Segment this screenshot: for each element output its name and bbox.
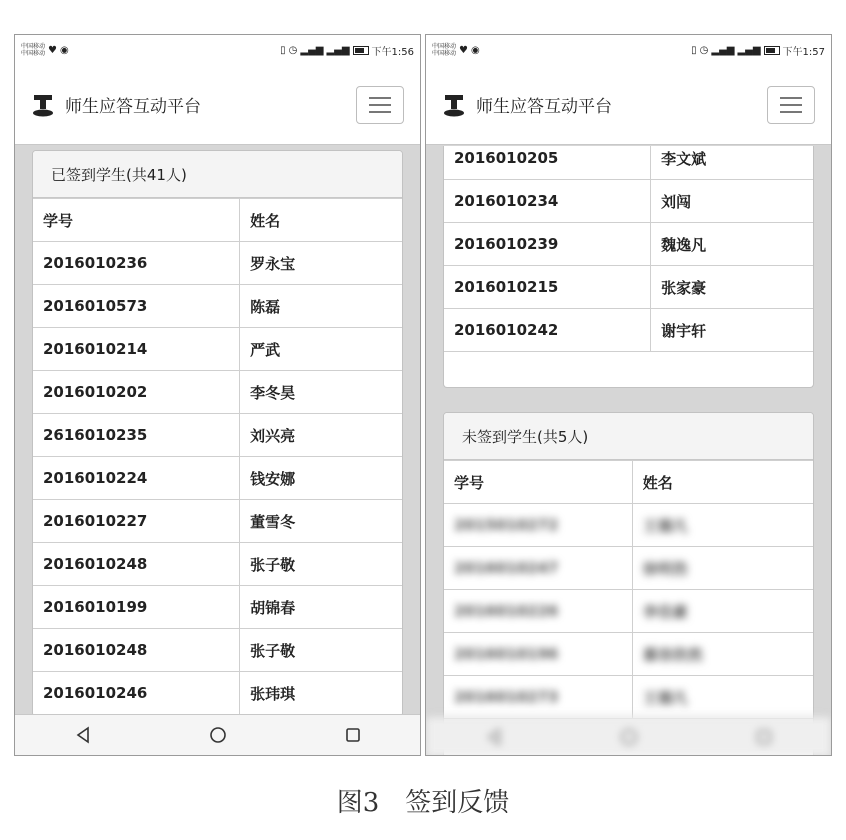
- checked-in-panel: [443, 146, 814, 388]
- signal-icon: ▂▄▆: [300, 44, 324, 56]
- carrier-label: 中国移动: [21, 43, 46, 50]
- battery-icon: [764, 46, 780, 55]
- student-id-cell: 2016010214: [33, 328, 240, 371]
- student-name-cell: 张子敬: [240, 629, 402, 672]
- location-icon: ◉: [59, 44, 69, 56]
- table-row: [444, 676, 813, 719]
- student-id-cell: 2015010272: [444, 504, 632, 547]
- column-header-student-id: 学号: [33, 199, 240, 242]
- student-id-cell: 2016010226: [444, 590, 632, 633]
- table-row: [33, 500, 402, 543]
- alarm-icon: ◷: [699, 44, 709, 56]
- table-row: [444, 223, 813, 266]
- student-name-cell: 魏逸凡: [651, 223, 813, 266]
- phone-screenshot-left: [14, 34, 421, 756]
- student-id-cell: 2016010202: [33, 371, 240, 414]
- student-name-cell: 陈磊: [240, 285, 402, 328]
- alarm-icon: ◷: [288, 44, 298, 56]
- menu-toggle-button[interactable]: [767, 86, 815, 124]
- table-row: [444, 266, 813, 309]
- student-id-cell: 2016010234: [444, 180, 651, 223]
- table-row: [444, 180, 813, 223]
- phone-screenshot-right: [425, 34, 832, 756]
- table-row: [33, 543, 402, 586]
- table-row: [33, 414, 402, 457]
- student-name-cell: 刘兴亮: [240, 414, 402, 457]
- student-id-cell: 2016010239: [444, 223, 651, 266]
- table-row: [444, 504, 813, 547]
- app-title: 师生应答互动平台: [476, 97, 612, 117]
- status-time: 下午1:56: [371, 46, 414, 58]
- table-row: [33, 457, 402, 500]
- student-id-cell: 2016010196: [444, 633, 632, 676]
- heart-icon: ♥: [459, 44, 468, 56]
- student-name-cell: 王德凡: [632, 504, 813, 547]
- student-name-cell: 李佳豪: [632, 590, 813, 633]
- student-id-cell: 2016010242: [444, 309, 651, 352]
- student-name-cell: 罗永宝: [240, 242, 402, 285]
- student-name-cell: 张家豪: [651, 266, 813, 309]
- table-row: [444, 309, 813, 352]
- signal-icon: ▂▄▆: [711, 44, 735, 56]
- student-name-cell: 钱安娜: [240, 457, 402, 500]
- student-name-cell: 李文斌: [651, 146, 813, 180]
- student-id-cell: 2016010227: [33, 500, 240, 543]
- triangle-left-icon[interactable]: [485, 728, 503, 746]
- student-id-cell: 2616010235: [33, 414, 240, 457]
- student-name-cell: 慕容欣然: [632, 633, 813, 676]
- student-id-cell: 2016010236: [33, 242, 240, 285]
- status-time: 下午1:57: [782, 46, 825, 58]
- student-name-cell: 李冬昊: [240, 371, 402, 414]
- blurred-rows: [444, 504, 813, 719]
- student-id-cell: 2016010248: [33, 629, 240, 672]
- table-row: [444, 146, 813, 180]
- signal-icon: ▂▄▆: [737, 44, 761, 56]
- table-row: [33, 672, 402, 715]
- page-content[interactable]: [15, 146, 420, 715]
- table-header-row: [444, 461, 813, 504]
- square-icon[interactable]: [755, 728, 773, 746]
- student-id-cell: 2016010248: [33, 543, 240, 586]
- student-id-cell: 2016010215: [444, 266, 651, 309]
- column-header-student-id: 学号: [444, 461, 632, 504]
- table-row: [33, 328, 402, 371]
- triangle-left-icon[interactable]: [74, 726, 92, 744]
- status-bar: [15, 35, 420, 65]
- carrier-label: 中国移动: [432, 43, 457, 50]
- table-row: [33, 285, 402, 328]
- checked-in-table: [33, 198, 402, 715]
- absent-panel: [443, 412, 814, 755]
- student-id-cell: 2016010246: [33, 672, 240, 715]
- student-name-cell: 谢宇轩: [651, 309, 813, 352]
- table-row: [444, 590, 813, 633]
- app-header: [15, 65, 420, 145]
- figure-caption: 图3 签到反馈: [336, 788, 510, 818]
- student-id-cell: 2016010205: [444, 146, 651, 180]
- student-id-cell: 2016010573: [33, 285, 240, 328]
- page-content[interactable]: [426, 146, 831, 755]
- student-name-cell: 董雪冬: [240, 500, 402, 543]
- checked-in-panel: [32, 150, 403, 715]
- carrier-label: 中国移动: [21, 50, 46, 57]
- battery-icon: [353, 46, 369, 55]
- app-title: 师生应答互动平台: [65, 97, 201, 117]
- student-name-cell: 刘闯: [651, 180, 813, 223]
- table-row: [444, 633, 813, 676]
- app-logo-icon: [442, 92, 468, 118]
- student-name-cell: 胡锦春: [240, 586, 402, 629]
- square-icon[interactable]: [344, 726, 362, 744]
- carrier-label: 中国移动: [432, 50, 457, 57]
- student-name-cell: 张子敬: [240, 543, 402, 586]
- hamburger-icon: [780, 97, 802, 99]
- android-nav-bar: [15, 714, 420, 755]
- student-name-cell: 王德凡: [632, 676, 813, 719]
- table-row: [33, 242, 402, 285]
- checked-in-table: [444, 146, 813, 352]
- status-bar: [426, 35, 831, 65]
- location-icon: ◉: [470, 44, 480, 56]
- column-header-name: 姓名: [240, 199, 402, 242]
- column-header-name: 姓名: [632, 461, 813, 504]
- absent-table: [444, 460, 813, 719]
- panel-heading: 已签到学生(共41人): [33, 151, 402, 198]
- student-id-cell: 2016010199: [33, 586, 240, 629]
- vibrate-icon: ▯: [280, 44, 286, 56]
- circle-icon[interactable]: [209, 726, 227, 744]
- carrier-labels: [21, 43, 45, 57]
- vibrate-icon: ▯: [691, 44, 697, 56]
- student-name-cell: 严武: [240, 328, 402, 371]
- circle-icon[interactable]: [620, 728, 638, 746]
- carrier-labels: [432, 43, 456, 57]
- signal-icon: ▂▄▆: [326, 44, 350, 56]
- student-name-cell: 张玮琪: [240, 672, 402, 715]
- menu-toggle-button[interactable]: [356, 86, 404, 124]
- student-name-cell: 徐明浩: [632, 547, 813, 590]
- panel-heading: 未签到学生(共5人): [444, 413, 813, 460]
- android-nav-bar: [426, 716, 831, 755]
- app-logo-icon: [31, 92, 57, 118]
- table-row: [33, 586, 402, 629]
- student-id-cell: 2016010224: [33, 457, 240, 500]
- student-id-cell: 2016010247: [444, 547, 632, 590]
- table-row: [444, 547, 813, 590]
- table-row: [33, 371, 402, 414]
- table-row: [33, 629, 402, 672]
- hamburger-icon: [369, 97, 391, 99]
- app-header: [426, 65, 831, 145]
- table-header-row: [33, 199, 402, 242]
- heart-icon: ♥: [48, 44, 57, 56]
- student-id-cell: 2016010273: [444, 676, 632, 719]
